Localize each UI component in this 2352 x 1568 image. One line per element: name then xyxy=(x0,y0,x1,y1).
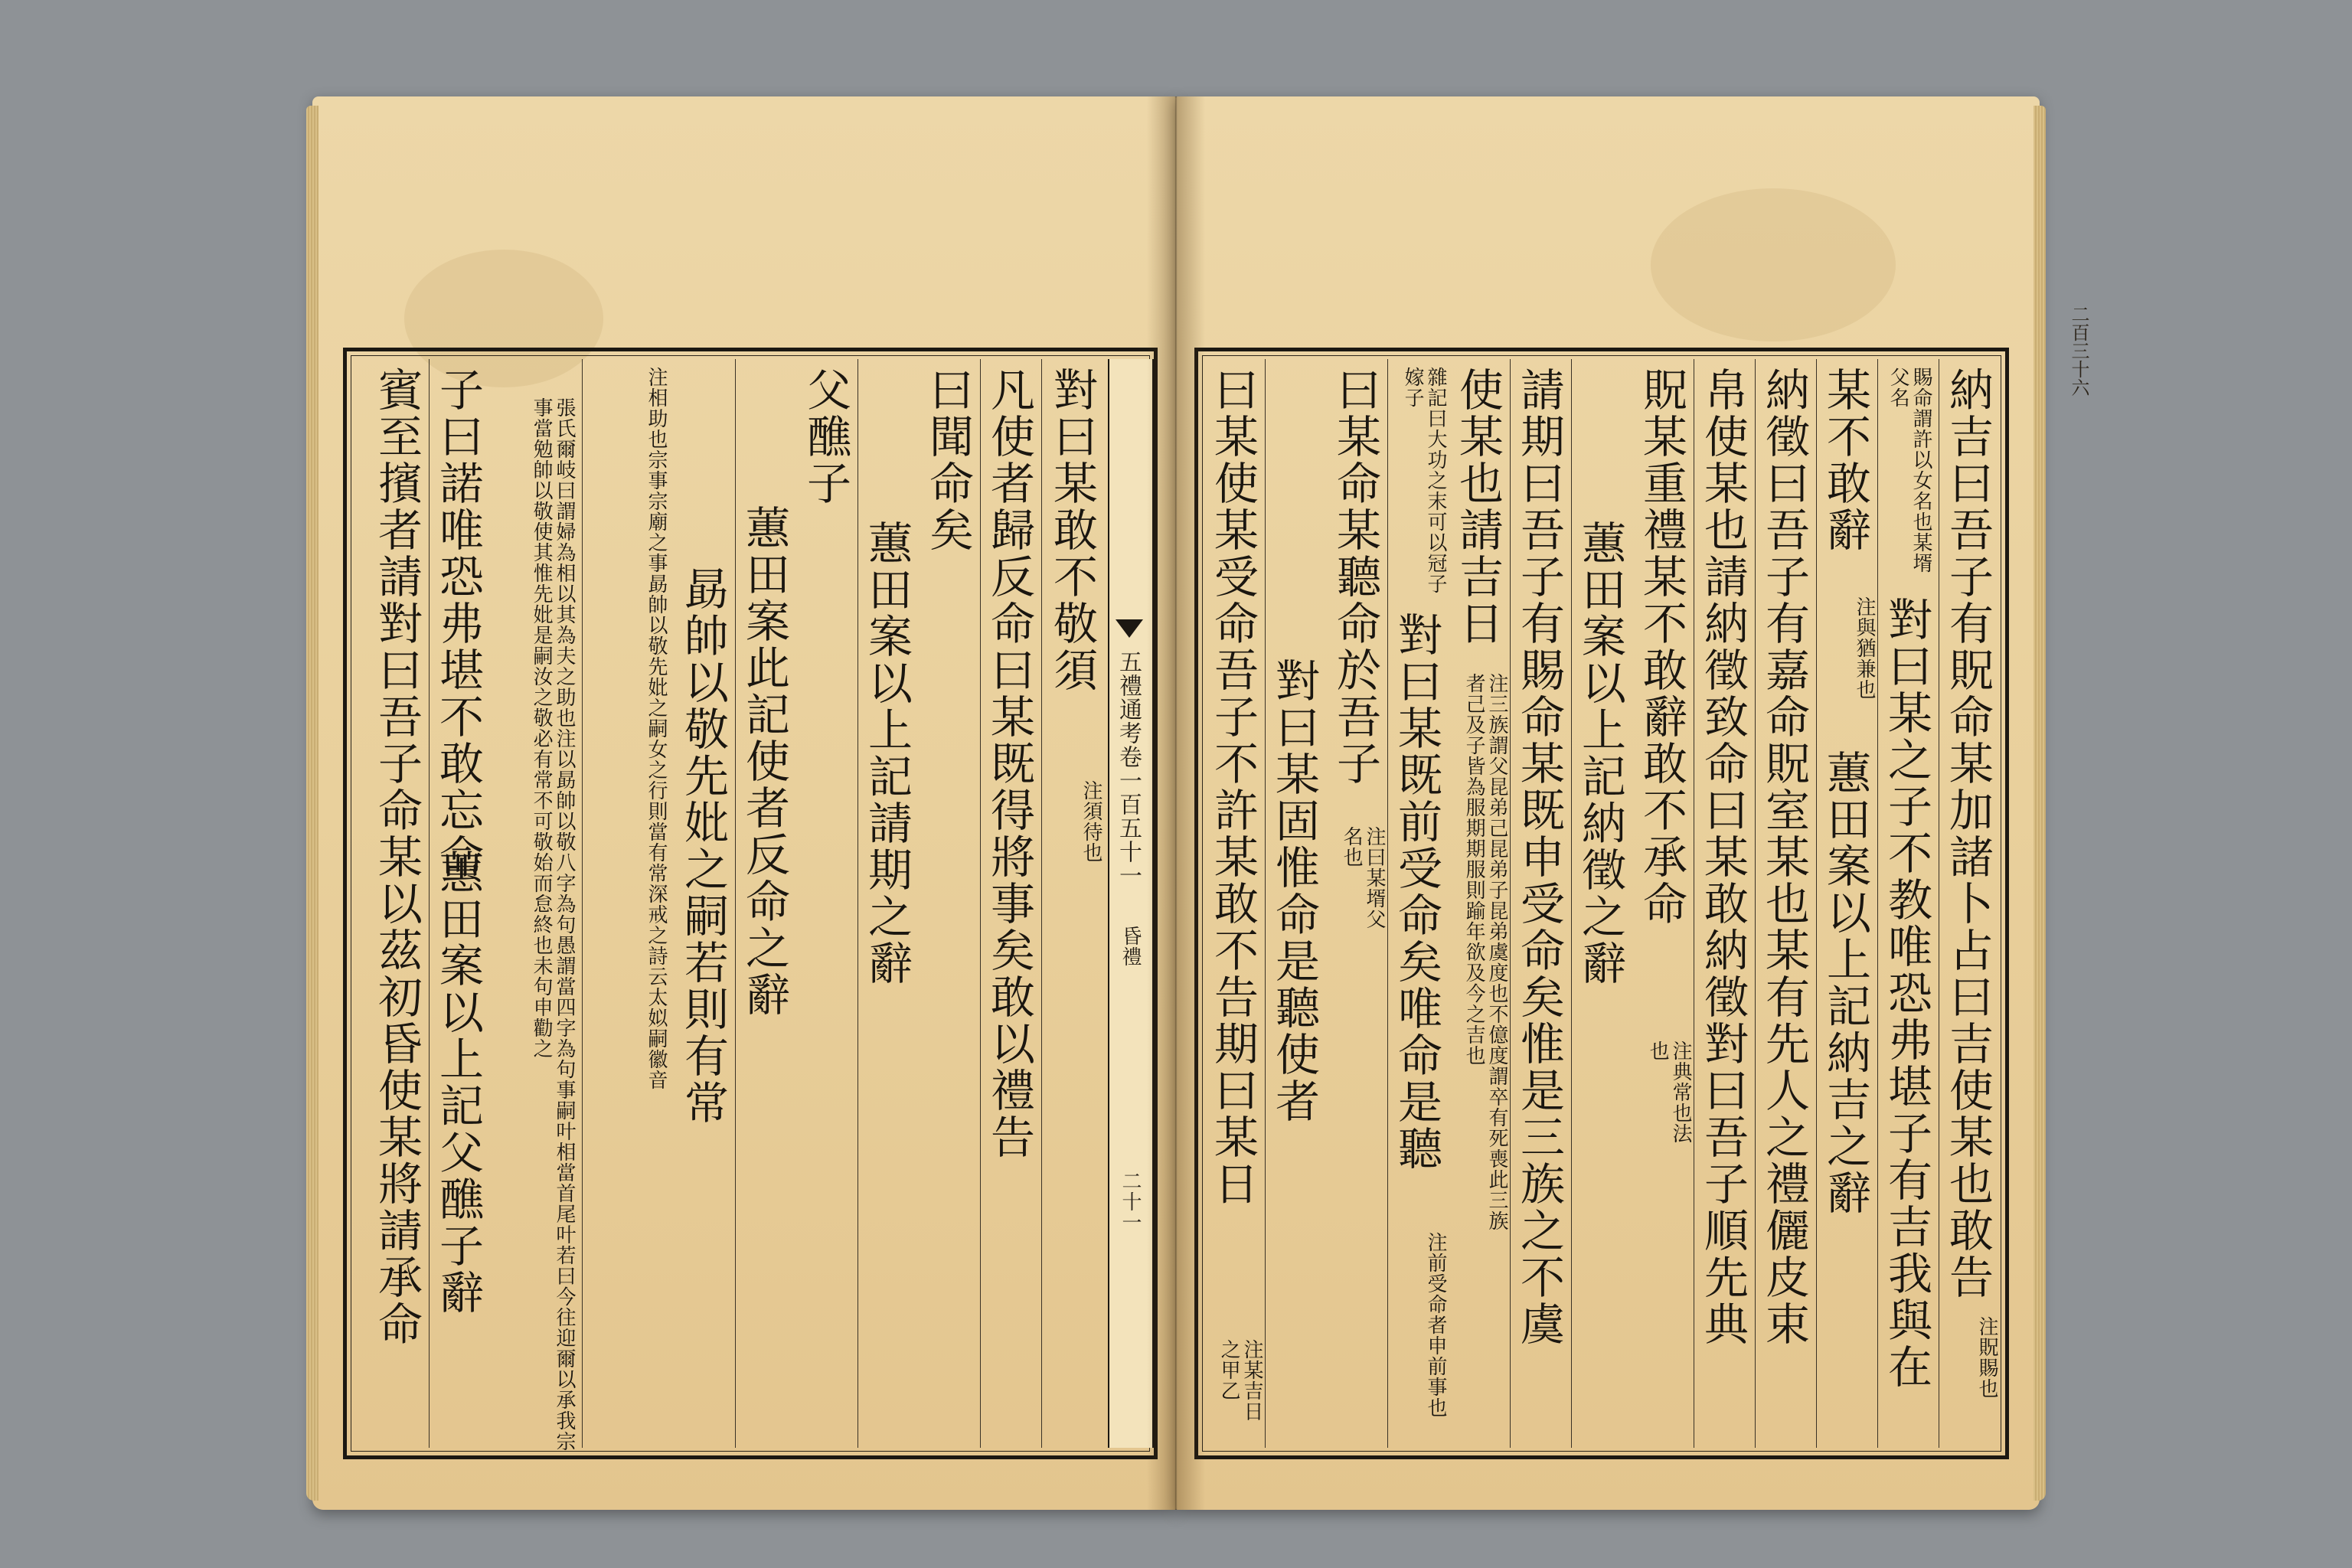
text-column: 勗帥以敬先妣之嗣若則有常 xyxy=(677,566,729,1126)
book-gutter xyxy=(1147,96,1205,1510)
text-column: 蕙田案此記使者反命之辭 xyxy=(738,505,790,1018)
column-rule xyxy=(1041,359,1043,1448)
annotation: 注與猶兼也 xyxy=(1853,596,1876,700)
column-rule xyxy=(1571,359,1573,1448)
column-rule xyxy=(1387,359,1389,1448)
left-text-frame xyxy=(343,348,1158,1459)
right-text-frame xyxy=(1194,348,2009,1459)
text-column: 蕙田案以上記納吉之辭 xyxy=(1819,750,1871,1217)
text-column: 蕙田案以上記父醮子辭 xyxy=(432,849,484,1316)
right-page-edges xyxy=(2034,106,2046,1501)
text-column: 貺某重禮某不敢辭敢不承命 xyxy=(1635,367,1687,927)
text-column: 納吉曰吾子有貺命某加諸卜占曰吉使某也敢告 xyxy=(1942,367,1994,1301)
column-rule xyxy=(1510,359,1511,1448)
band-section: 昏禮 xyxy=(1119,926,1142,967)
column-rule xyxy=(858,359,859,1448)
commentary-column: 注相助也宗事宗廟之事勗帥以敬先妣之嗣女之行則當有常深戒之詩云太姒嗣徽音 xyxy=(645,367,668,1090)
text-column: 曰聞命矣 xyxy=(922,367,974,554)
fish-tail-mark xyxy=(1116,619,1143,638)
text-column: 使某也請吉日 xyxy=(1452,367,1504,647)
column-rule xyxy=(1265,359,1266,1448)
text-column: 對曰某既前受命矣唯命是聽 xyxy=(1390,612,1442,1172)
commentary-column: 雜記曰大功之末可以冠子嫁子 xyxy=(1401,367,1447,594)
commentary-column: 賜命謂許以女名也某壻父名 xyxy=(1886,367,1932,573)
column-rule xyxy=(429,359,430,1448)
column-rule xyxy=(735,359,737,1448)
header-mark: 二百三十六 xyxy=(2068,305,2089,397)
column-rule xyxy=(582,359,583,1448)
column-rule xyxy=(1694,359,1695,1448)
text-column: 父醮子 xyxy=(799,367,851,507)
text-column: 對曰某固惟命是聽使者 xyxy=(1268,658,1320,1125)
commentary-column: 張氏爾岐曰謂婦為相以其為夫之助也注以勗帥以敬八字為句愚謂當四字為句事嗣叶相當首尾叶若曰今往迎爾以承我宗事當勉帥以敬使其惟先妣是嗣汝之敬必有常不可敬始而怠終也未句申勸之 xyxy=(530,397,576,1452)
column-rule xyxy=(1816,359,1818,1448)
left-page-edges xyxy=(306,106,318,1501)
text-column: 曰某使某受命吾子不許某敢不告期曰某日 xyxy=(1207,367,1259,1207)
paper-stain xyxy=(1651,188,1896,341)
annotation: 注須待也 xyxy=(1080,780,1102,863)
open-book xyxy=(312,96,2089,1510)
annotation: 注曰某壻父名也 xyxy=(1340,826,1386,929)
text-column: 納徵曰吾子有嘉命貺室某也某有先人之禮儷皮束 xyxy=(1758,367,1810,1348)
annotation: 注典常也法也 xyxy=(1646,1040,1692,1144)
column-rule xyxy=(1877,359,1879,1448)
text-column: 蕙田案以上記納徵之辭 xyxy=(1574,520,1626,987)
annotation: 注某吉日之甲乙 xyxy=(1217,1339,1263,1422)
text-column: 曰某命某聽命於吾子 xyxy=(1329,367,1381,787)
left-page xyxy=(312,96,1176,1510)
annotation: 注前受命者申前事也 xyxy=(1424,1232,1447,1418)
text-column: 子曰諾唯恐弗堪不敢忘命 xyxy=(432,367,484,880)
column-rule xyxy=(1939,359,1940,1448)
annotation: 注貺賜也 xyxy=(1975,1316,1998,1399)
text-column: 蕙田案以上記請期之辭 xyxy=(861,520,913,987)
column-rule xyxy=(980,359,982,1448)
text-column: 帛使某也請納徵致命曰某敢納徵對曰吾子順先典 xyxy=(1697,367,1749,1348)
band-title: 五禮通考卷一百五十一 xyxy=(1115,650,1142,887)
band-folio: 二十一 xyxy=(1119,1171,1142,1233)
text-column: 請期曰吾子有賜命某既申受命矣惟是三族之不虞 xyxy=(1513,367,1565,1348)
column-rule xyxy=(1755,359,1756,1448)
text-column: 對曰某之子不教唯恐弗堪子有吉我與在 xyxy=(1880,596,1932,1390)
text-column: 賓至擯者請對曰吾子命某以茲初昏使某將請承命 xyxy=(371,367,423,1348)
annotation: 注三族謂父昆弟己昆弟子昆弟虞度也不億度謂卒有死喪此三族者己及子皆為服期期服則踰年欲及今之吉也 xyxy=(1462,673,1508,1231)
text-column: 某不敢辭 xyxy=(1819,367,1871,554)
text-column: 凡使者歸反命曰某既得將事矣敢以禮告 xyxy=(983,367,1035,1161)
text-column: 對曰某敢不敬須 xyxy=(1046,367,1098,694)
right-page xyxy=(1176,96,2089,1510)
